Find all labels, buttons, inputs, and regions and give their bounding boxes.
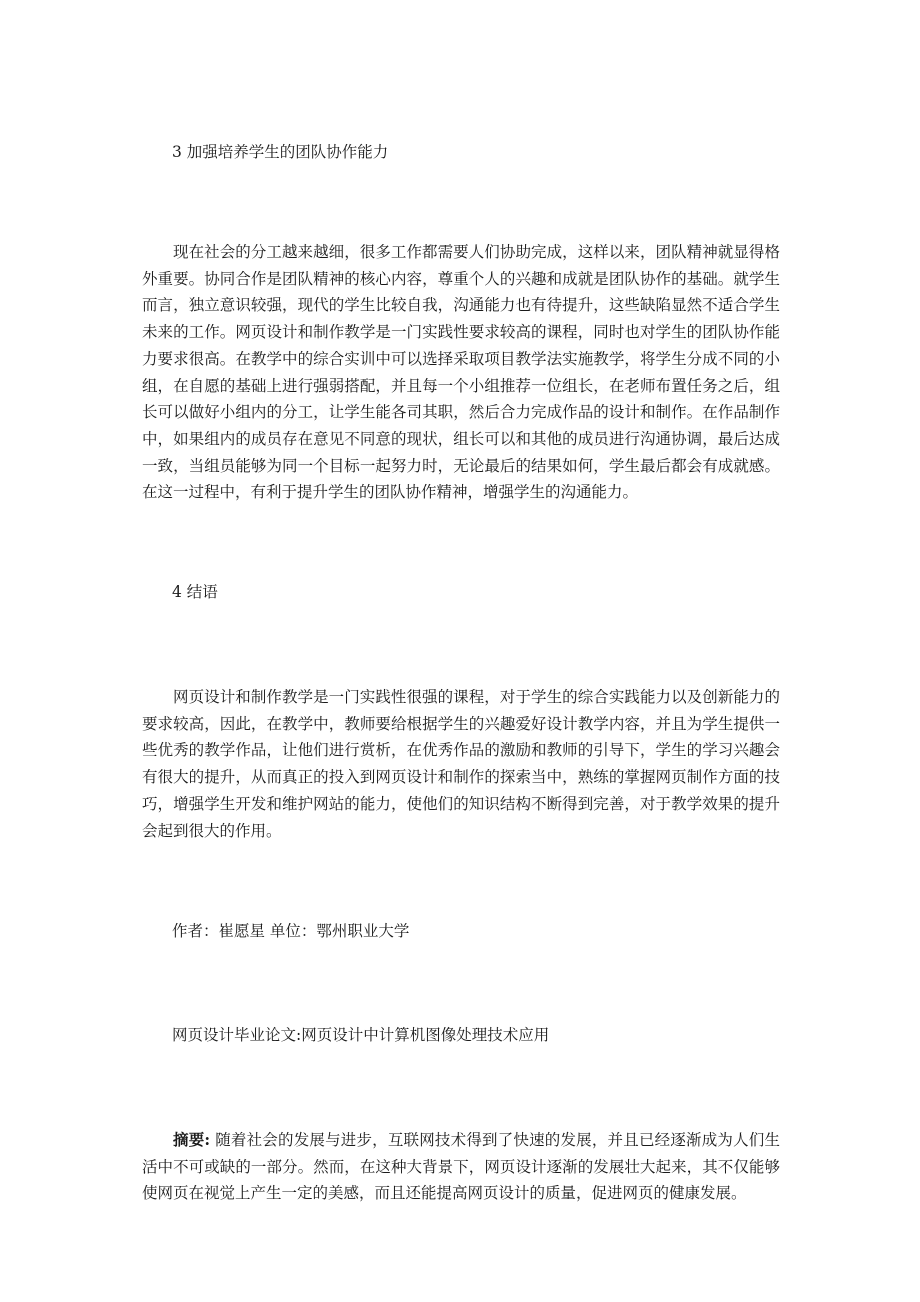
abstract-paragraph (142, 1127, 780, 1207)
section-heading-3: 3 加强培养学生的团队协作能力 (172, 143, 389, 161)
next-article-title: 网页设计毕业论文:网页设计中计算机图像处理技术应用 (172, 1026, 550, 1044)
paragraph-conclusion: 网页设计和制作教学是一门实践性很强的课程，对于学生的综合实践能力以及创新能力的要求较高，因此，在教学中，教师要给根据学生的兴趣爱好设计教学内容，并且为学生提供一些优秀的教学作品，让他们进行赏析，在优秀作品的激励和教师的引导下，学生的学习兴趣会有很大的提升，从而真正的投入到网页设计和制作的探索当中，熟练的掌握网页制作方面的技巧，增强学生开发和维护网站的能力，使他们的知识结构不断得到完善，对于教学效果的提升会起到很大的作用。 (142, 688, 780, 840)
abstract-text: 随着社会的发展与进步，互联网技术得到了快速的发展，并且已经逐渐成为人们生活中不可或缺的一部分。然而，在这种大背景下，网页设计逐渐的发展壮大起来，其不仅能够使网页在视觉上产生一定的美感，而且还能提高网页设计的质量，促进网页的健康发展。 (142, 1131, 780, 1203)
author-line: 作者：崔愿星 单位：鄂州职业大学 (172, 922, 410, 940)
paragraph-teamwork: 现在社会的分工越来越细，很多工作都需要人们协助完成，这样以来，团队精神就显得格外重要。协同合作是团队精神的核心内容，尊重个人的兴趣和成就是团队协作的基础。就学生而言，独立意识较强，现代的学生比较自我，沟通能力也有待提升，这些缺陷显然不适合学生未来的工作。网页设计和制作教学是一门实践性要求较高的课程，同时也对学生的团队协作能力要求很高。在教学中的综合实训中可以选择采取项目教学法实施教学，将学生分成不同的小组，在自愿的基础上进行强弱搭配，并且每一个小组推荐一位组长，在老师布置任务之后，组长可以做好小组内的分工，让学生能各司其职，然后合力完成作品的设计和制作。在作品制作中，如果组内的成员存在意见不同意的现状，组长可以和其他的成员进行沟通协调，最后达成一致，当组员能够为同一个目标一起努力时，无论最后的结果如何，学生最后都会有成就感。在这一过程中，有利于提升学生的团队协作精神，增强学生的沟通能力。 (142, 243, 780, 502)
abstract-label: 摘要: (173, 1130, 211, 1149)
section-heading-4: 4 结语 (172, 583, 218, 601)
